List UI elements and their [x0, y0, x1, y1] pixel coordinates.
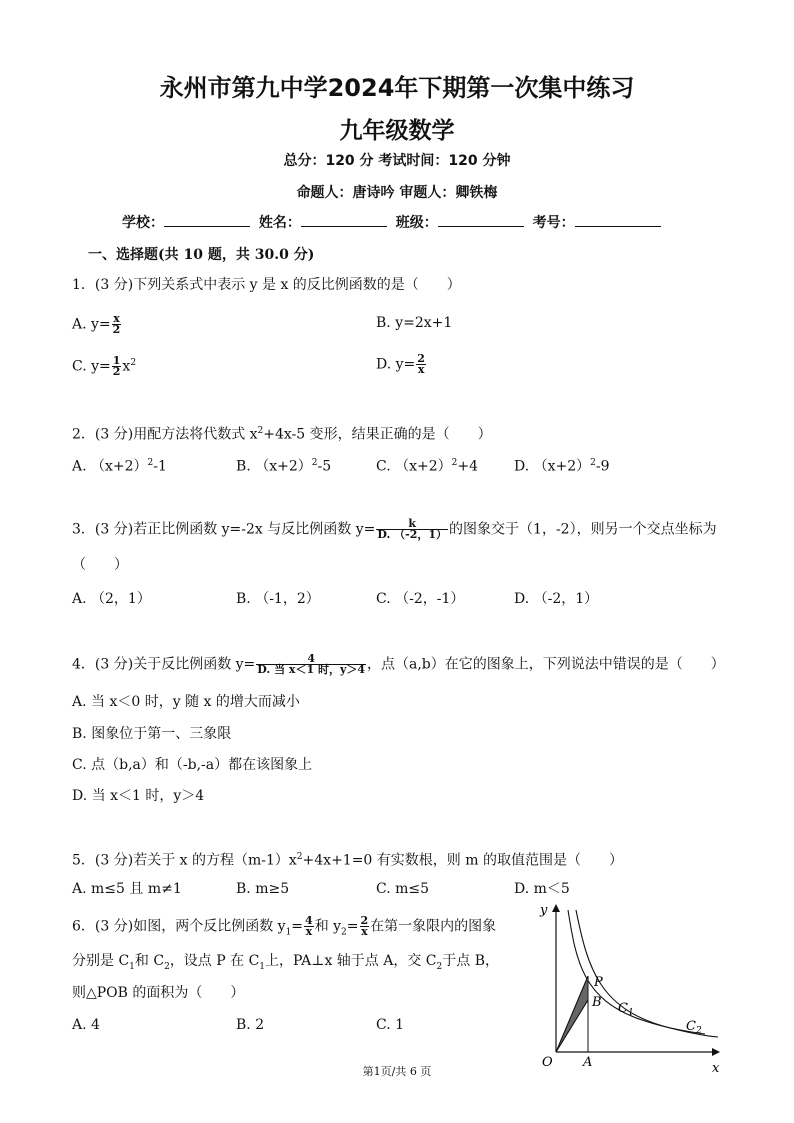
q1-option-d: D. y= $\frac{2}{x}$	[376, 352, 425, 376]
q4-option-d: D. 当 x＜1 时，y＞4	[72, 788, 205, 804]
exam-subtitle: 九年级数学	[339, 118, 455, 144]
q2-option-b: B. $(x+2)^2-5$	[236, 458, 332, 475]
q6-option-c: C. 1	[376, 1017, 405, 1033]
y-axis-arrow	[552, 904, 560, 912]
name-blank[interactable]	[301, 212, 387, 227]
q6-option-a: A. 4	[72, 1017, 100, 1033]
label-c1: $C_1$	[618, 1001, 634, 1018]
q5-stem: 5．(3 分)若关于 x 的方程$(m-1)x^2+4x+1=0$ 有实数根，则 m 的取值范围是（ ）	[72, 852, 623, 869]
q4-option-b: B. 图象位于第一、三象限	[72, 726, 232, 742]
number-label: 考号：	[532, 215, 575, 231]
q4-option-a: A. 当 x＜0 时，y 随 x 的增大而减小	[72, 694, 300, 710]
label-c2: $C_2$	[686, 1019, 702, 1036]
class-label: 班级：	[395, 215, 438, 231]
label-x: x	[712, 1061, 720, 1076]
label-o: O	[542, 1055, 553, 1070]
authors: 命题人：唐诗吟 审题人：卿铁梅	[296, 185, 498, 201]
x-axis-arrow	[712, 1048, 720, 1056]
student-info-line	[122, 212, 665, 232]
label-a: A	[583, 1055, 593, 1070]
q3-option-a: A. （2，1）	[72, 591, 151, 607]
q6-stem-line1: 6．(3 分)如图，两个反比例函数 $y_1=$ $\frac{4}{x}$ 和 $y_2=$ $\frac{2}{x}$ 在第一象限内的图象	[72, 914, 497, 938]
label-y: y	[540, 903, 548, 918]
segment-op	[556, 976, 588, 1052]
q1-option-c: C. y= $\frac{1}{2}$ $x^2$	[72, 354, 137, 379]
q2-stem: 2．(3 分)用配方法将代数式 $x^2+4x-5$ 变形，结果正确的是（ ）	[72, 426, 492, 443]
q4-stem: 4．(3 分)关于反比例函数 y= $\frac{4}{\text{D. 当 x＜1 时，y＞4}}$ ，点（a,b）在它的图象上，下列说法中错误的是（ ）	[72, 652, 725, 676]
q3-stem: 3．(3 分)若正比例函数 y=-2x 与反比例函数 y= $\frac{k}{D. (-2,1)}$ 的图象交于（1，-2），则另一个交点坐标为	[72, 517, 717, 541]
q5-option-a: A. m≤5 且 m≠1	[72, 881, 182, 897]
q6-stem-line3: 则△POB 的面积为（ ）	[72, 985, 245, 1001]
curve-c2	[576, 910, 718, 1037]
q2-option-d: D. $(x+2)^2-9$	[514, 458, 610, 475]
score-time: 总分：120 分 考试时间：120 分钟	[283, 153, 511, 169]
q1-option-a: A. y= $\frac{x}{2}$	[72, 312, 121, 336]
hyperbola-figure	[530, 900, 730, 1080]
q1-stem: 1．(3 分)下列关系式中表示 y 是 x 的反比例函数的是（ ）	[72, 277, 461, 293]
q5-option-d: D. m＜5	[514, 881, 570, 897]
q3-stem-line2: （ ）	[72, 557, 128, 573]
section-heading: 一、选择题(共 10 题，共 30.0 分)	[88, 247, 315, 263]
number-blank[interactable]	[575, 212, 661, 227]
q3-option-d: D. （-2，1）	[514, 591, 599, 607]
exam-title: 永州市第九中学2024年下期第一次集中练习	[159, 74, 635, 102]
q3-option-b: B. （-1，2）	[236, 591, 320, 607]
q3-option-c: C. （-2，-1）	[376, 591, 465, 607]
label-b: B	[592, 995, 602, 1010]
q5-option-c: C. m≤5	[376, 881, 430, 897]
page-footer: 第1页/共 6 页	[362, 1065, 432, 1078]
q5-option-b: B. m≥5	[236, 881, 290, 897]
q2-option-a: A. $(x+2)^2-1$	[72, 458, 167, 475]
school-blank[interactable]	[164, 212, 250, 227]
segment-ob	[556, 1000, 588, 1052]
q6-stem-line2: 分别是 $C_1$和 $C_2$，设点 P 在 $C_1$上，PA⊥x 轴于点 A，交 $C_2$于点 B，	[72, 953, 499, 972]
class-blank[interactable]	[438, 212, 524, 227]
label-p: P	[594, 975, 603, 990]
q2-option-c: C. $(x+2)^2+4$	[376, 458, 479, 475]
name-label: 姓名：	[258, 215, 301, 231]
school-label: 学校：	[122, 215, 164, 231]
q4-option-c: C. 点（b,a）和（-b,-a）都在该图象上	[72, 757, 313, 773]
q6-option-b: B. 2	[236, 1017, 265, 1033]
q1-option-b: B. y=2x+1	[376, 315, 453, 331]
